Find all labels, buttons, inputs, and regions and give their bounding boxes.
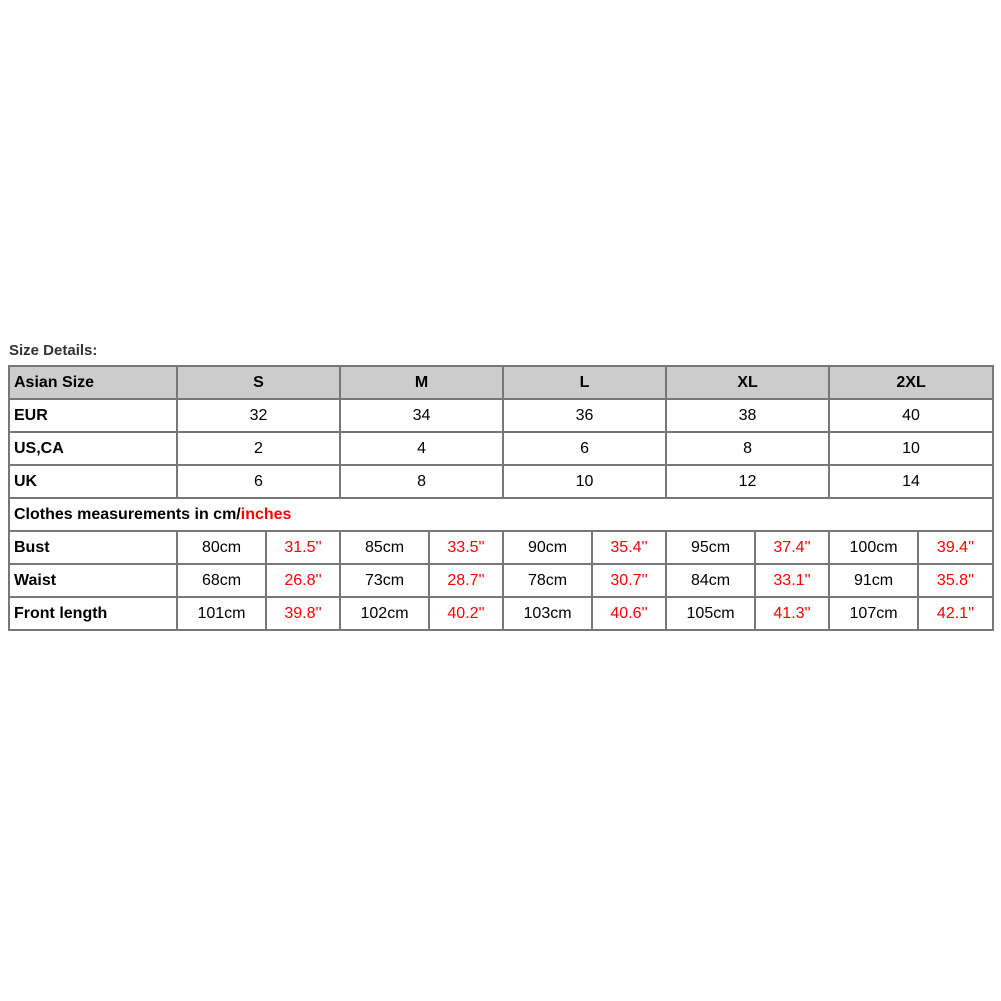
table-cell: 40 [829,399,993,432]
table-cell: 32 [177,399,340,432]
row-label-front-length: Front length [9,597,177,630]
header-label-asian-size: Asian Size [9,366,177,399]
header-size-m: M [340,366,503,399]
table-cell: 6 [177,465,340,498]
table-row-waist [9,564,993,597]
table-cell: 33.5'' [429,531,503,564]
table-row-bust [9,531,993,564]
table-cell: 102cm [340,597,429,630]
table-row-uk [9,465,993,498]
table-cell: 31.5'' [266,531,340,564]
row-label-waist: Waist [9,564,177,597]
table-cell: 95cm [666,531,755,564]
table-row-us-ca [9,432,993,465]
table-cell: 35.8'' [918,564,993,597]
table-cell: 85cm [340,531,429,564]
table-cell: 39.8'' [266,597,340,630]
table-cell: 10 [829,432,993,465]
header-size-xl: XL [666,366,829,399]
table-cell: 80cm [177,531,266,564]
table-cell: 30.7'' [592,564,666,597]
table-cell: 4 [340,432,503,465]
measurements-section-row [9,498,993,531]
table-header-row [9,366,993,399]
table-cell: 41.3'' [755,597,829,630]
table-cell: 2 [177,432,340,465]
table-cell: 105cm [666,597,755,630]
measurements-title-prefix: Clothes measurements in cm/ [14,505,241,523]
table-row-front-length [9,597,993,630]
table-cell: 90cm [503,531,592,564]
size-chart-table [8,365,994,631]
table-cell: 8 [666,432,829,465]
table-cell: 34 [340,399,503,432]
table-cell: 12 [666,465,829,498]
table-cell: 91cm [829,564,918,597]
row-label-bust: Bust [9,531,177,564]
table-cell: 36 [503,399,666,432]
row-label-eur: EUR [9,399,177,432]
table-cell: 68cm [177,564,266,597]
table-cell: 73cm [340,564,429,597]
size-details-caption: Size Details: [9,342,98,359]
table-cell: 26.8'' [266,564,340,597]
table-cell: 40.6'' [592,597,666,630]
table-cell: 39.4'' [918,531,993,564]
table-cell: 6 [503,432,666,465]
table-cell: 100cm [829,531,918,564]
table-cell: 84cm [666,564,755,597]
measurements-title-inches: inches [240,505,292,523]
table-cell: 35.4'' [592,531,666,564]
table-cell: 103cm [503,597,592,630]
table-cell: 28.7'' [429,564,503,597]
table-cell: 8 [340,465,503,498]
table-cell: 38 [666,399,829,432]
table-cell: 78cm [503,564,592,597]
header-size-2xl: 2XL [829,366,993,399]
table-row-eur [9,399,993,432]
table-cell: 37.4'' [755,531,829,564]
table-cell: 42.1'' [918,597,993,630]
header-size-l: L [503,366,666,399]
row-label-uk: UK [9,465,177,498]
table-cell: 14 [829,465,993,498]
table-cell: 10 [503,465,666,498]
table-cell: 33.1'' [755,564,829,597]
table-cell: 101cm [177,597,266,630]
measurements-section-title [9,498,993,531]
table-cell: 107cm [829,597,918,630]
table-cell: 40.2'' [429,597,503,630]
header-size-s: S [177,366,340,399]
row-label-us-ca: US,CA [9,432,177,465]
